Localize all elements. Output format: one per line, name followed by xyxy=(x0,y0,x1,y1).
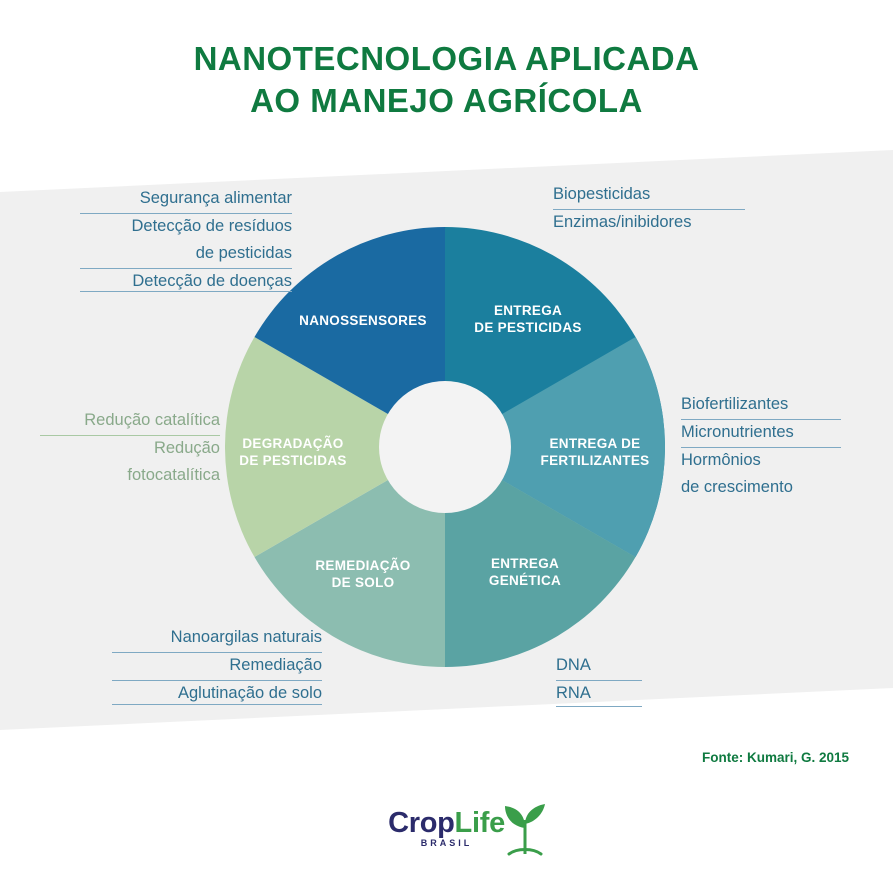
annotation-item: Detecção de doenças xyxy=(132,272,292,290)
logo-crop-text: Crop xyxy=(388,807,455,839)
annotation-item: de crescimento xyxy=(681,478,793,496)
annotation-item: Nanoargilas naturais xyxy=(112,625,322,653)
donut-center-hole xyxy=(379,381,511,513)
segment-label-entrega-genetica: ENTREGA GENÉTICA xyxy=(488,556,562,588)
sprout-icon xyxy=(499,802,551,863)
segment-label-nanossensores: NANOSSENSORES xyxy=(299,313,427,328)
annotation-item: Biofertilizantes xyxy=(681,392,841,420)
annotation-item: fotocatalítica xyxy=(127,466,220,484)
annotation-item: Hormônios xyxy=(681,451,761,469)
page-title xyxy=(0,38,893,122)
annotation-item: Aglutinação de solo xyxy=(177,684,322,702)
annotation-entrega-genetica xyxy=(556,653,642,708)
segment-label-degradacao-de-pesticidas: DEGRADAÇÃO DE PESTICIDAS xyxy=(239,436,347,468)
annotation-remediacao-de-solo xyxy=(112,625,322,708)
annotation-nanossensores xyxy=(80,186,292,296)
annotation-item: de pesticidas xyxy=(80,241,292,269)
annotation-rule xyxy=(112,704,322,705)
annotation-item: Remediação xyxy=(112,653,322,681)
annotation-rule xyxy=(80,291,292,292)
annotation-entrega-de-pesticidas xyxy=(553,182,745,237)
logo-life-text: Life xyxy=(454,807,505,839)
annotation-item: Redução xyxy=(153,439,220,457)
segment-label-entrega-de-pesticidas: ENTREGA DE PESTICIDAS xyxy=(474,303,582,335)
annotation-item: DNA xyxy=(556,653,642,681)
logo-subtitle: BRASIL xyxy=(420,838,473,848)
segment-label-remediacao-de-solo: REMEDIAÇÃO DE SOLO xyxy=(315,558,411,590)
page-title-line-2: AO MANEJO AGRÍCOLA xyxy=(250,82,643,119)
annotation-rule xyxy=(556,706,642,707)
annotation-item: Detecção de resíduos xyxy=(131,217,292,235)
annotation-item: Enzimas/inibidores xyxy=(553,213,692,231)
logo-wordmark xyxy=(388,806,505,840)
annotation-item: Micronutrientes xyxy=(681,420,841,448)
annotation-entrega-de-fertilizantes xyxy=(681,392,841,502)
annotation-item: Redução catalítica xyxy=(40,408,220,436)
annotation-item: Segurança alimentar xyxy=(80,186,292,214)
annotation-item: RNA xyxy=(556,684,591,702)
croplife-logo xyxy=(0,806,893,862)
source-note: Fonte: Kumari, G. 2015 xyxy=(701,750,849,765)
annotation-degradacao-de-pesticidas xyxy=(40,408,220,490)
page-title-line-1: NANOTECNOLOGIA APLICADA xyxy=(193,40,700,77)
logo-inner xyxy=(388,806,505,862)
segment-label-entrega-de-fertilizantes: ENTREGA DE FERTILIZANTES xyxy=(540,436,650,468)
annotation-item: Biopesticidas xyxy=(553,182,745,210)
